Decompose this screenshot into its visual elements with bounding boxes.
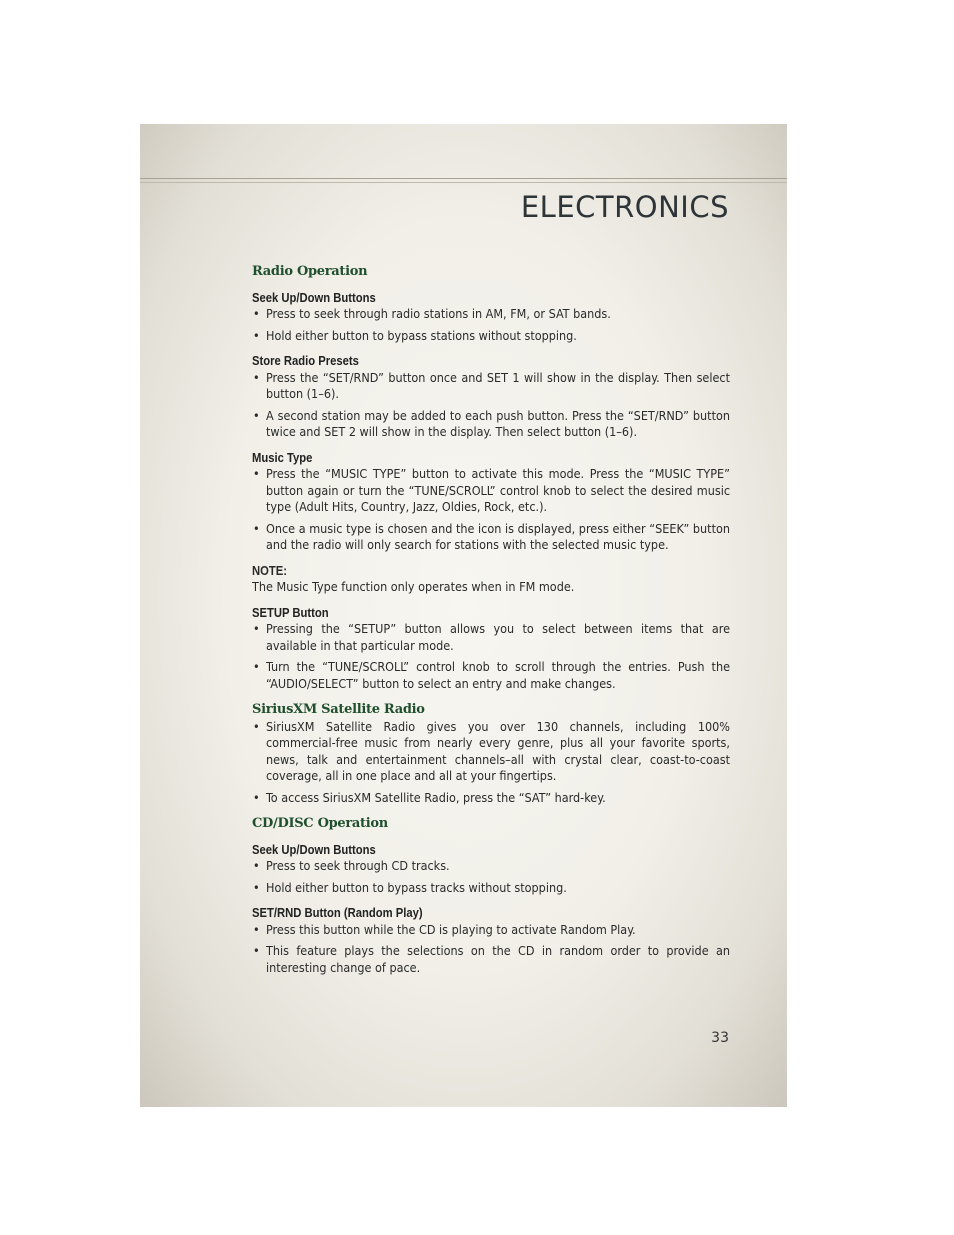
heading-siriusxm: SiriusXM Satellite Radio bbox=[252, 702, 425, 717]
list-item: • Pressing the “SETUP” button allows you to select between items that are available in that particular mode. bbox=[252, 621, 730, 654]
setup-button-list bbox=[252, 621, 730, 692]
page-number: 33 bbox=[711, 1030, 729, 1046]
section-title: ELECTRONICS bbox=[520, 190, 729, 224]
list-item: • SiriusXM Satellite Radio gives you over 130 channels, including 100% commercial-free music from nearly every genre, plus all your favorite sports, news, talk and entertainment channels–all with crystal clear, coast-to-coast coverage, all in one place and all at your fingertips. bbox=[252, 719, 730, 785]
random-play-list bbox=[252, 922, 730, 977]
heading-radio-operation: Radio Operation bbox=[252, 264, 368, 279]
store-presets-list bbox=[252, 370, 730, 441]
list-item: • Hold either button to bypass tracks without stopping. bbox=[252, 880, 730, 897]
seek-buttons-list bbox=[252, 306, 730, 344]
subheading-music-type: Music Type bbox=[252, 450, 313, 465]
list-item: • A second station may be added to each push button. Press the “SET/RND” button twice and SET 2 will show in the display. Then select button (1–6). bbox=[252, 408, 730, 441]
note-text: The Music Type function only operates when in FM mode. bbox=[252, 579, 575, 594]
list-item: • This feature plays the selections on the CD in random order to provide an interesting change of pace. bbox=[252, 943, 730, 976]
subheading-cd-seek-buttons: Seek Up/Down Buttons bbox=[252, 842, 376, 857]
header-rule-top bbox=[140, 178, 787, 179]
note-label: NOTE: bbox=[252, 563, 288, 578]
list-item: • Press to seek through radio stations in AM, FM, or SAT bands. bbox=[252, 306, 730, 323]
list-item: • Hold either button to bypass stations without stopping. bbox=[252, 328, 730, 345]
header-rule-bottom bbox=[140, 182, 787, 183]
cd-seek-list bbox=[252, 858, 730, 896]
list-item: • Press the “MUSIC TYPE” button to activate this mode. Press the “MUSIC TYPE” button again or turn the “TUNE/SCROLL” control knob to select the desired music type (Adult Hits, Country, Jazz, Oldies, Rock, etc.). bbox=[252, 466, 730, 516]
list-item: • Press the “SET/RND” button once and SET 1 will show in the display. Then select button (1–6). bbox=[252, 370, 730, 403]
list-item: • Turn the “TUNE/SCROLL” control knob to scroll through the entries. Push the “AUDIO/SELECT” button to select an entry and make changes. bbox=[252, 659, 730, 692]
siriusxm-list bbox=[252, 719, 730, 807]
subheading-store-presets: Store Radio Presets bbox=[252, 354, 359, 368]
page-content bbox=[252, 264, 730, 976]
music-type-list bbox=[252, 466, 730, 554]
list-item: • Once a music type is chosen and the icon is displayed, press either “SEEK” button and the radio will only search for stations with the selected music type. bbox=[252, 521, 730, 554]
subheading-seek-buttons: Seek Up/Down Buttons bbox=[252, 290, 376, 305]
list-item: • Press to seek through CD tracks. bbox=[252, 858, 730, 875]
list-item: • To access SiriusXM Satellite Radio, press the “SAT” hard-key. bbox=[252, 790, 730, 807]
subheading-setup-button: SETUP Button bbox=[252, 605, 329, 620]
list-item: • Press this button while the CD is playing to activate Random Play. bbox=[252, 922, 730, 939]
manual-page bbox=[140, 124, 787, 1107]
heading-cd-disc: CD/DISC Operation bbox=[252, 816, 388, 831]
subheading-random-play: SET/RND Button (Random Play) bbox=[252, 906, 423, 920]
